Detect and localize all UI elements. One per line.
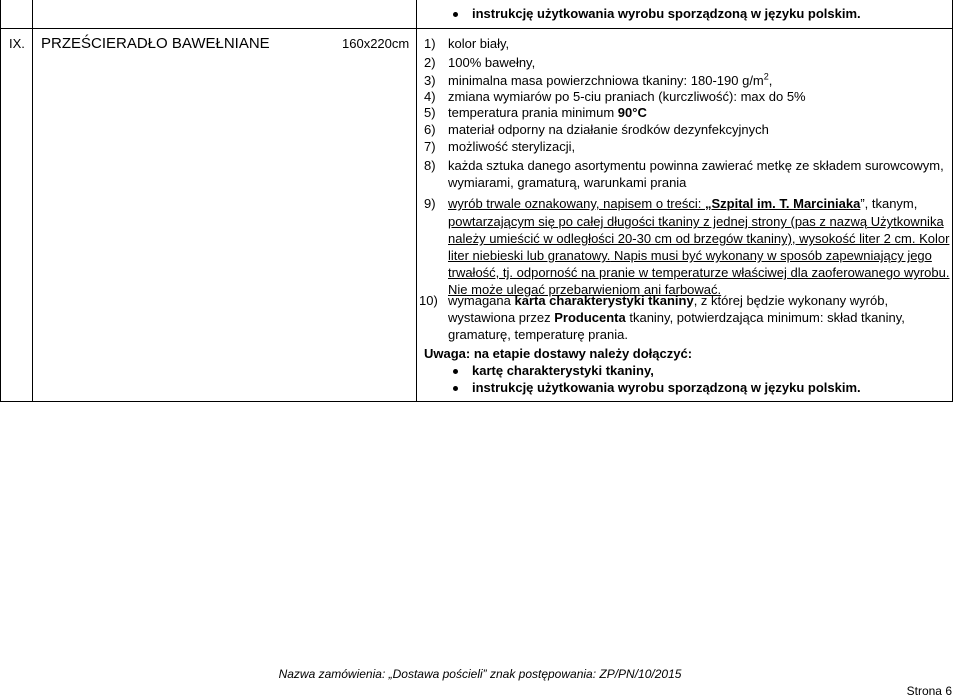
item-text-line2: wystawiona przez Producenta tkaniny, potwierdzająca minimum: skład tkaniny, [448, 310, 905, 325]
item-number: 10) [419, 293, 438, 308]
item-text: zmiana wymiarów po 5-ciu praniach (kurczliwość): max do 5% [448, 89, 806, 104]
table-divider-spec [416, 0, 417, 402]
product-name: PRZEŚCIERADŁO BAWEŁNIANE [41, 35, 270, 52]
table-border-left [0, 0, 1, 402]
item-text-line1: wyrób trwale oznakowany, napisem o treści: „Szpital im. T. Marciniaka”, tkanym, [448, 196, 918, 211]
bullet-dot [453, 386, 458, 391]
item-text-line5: trwałość, tj. odporność na pranie w temperaturze właściwej dla zaoferowanego wyrobu. [448, 265, 950, 280]
note-heading: Uwaga: na etapie dostawy należy dołączyć: [424, 346, 693, 361]
item-number: 5) [424, 105, 436, 120]
bullet-dot [453, 369, 458, 374]
table-border-bottom [0, 401, 953, 402]
item-text: temperatura prania minimum 90°C [448, 105, 647, 120]
item-text-line3: gramaturę, temperaturę prania. [448, 327, 628, 342]
table-row-divider [0, 28, 953, 29]
item-text-line2: powtarzającym się po całej długości tkaniny z jednej strony (pas z nazwą Użytkownika [448, 214, 944, 229]
note-bullet-2: instrukcję użytkowania wyrobu sporządzoną w języku polskim. [472, 380, 861, 395]
item-number: 4) [424, 89, 436, 104]
item-text: możliwość sterylizacji, [448, 139, 576, 154]
product-size: 160x220cm [342, 36, 410, 51]
item-number: 2) [424, 55, 436, 70]
page-footer: Nazwa zamówienia: „Dostawa pościeli” znak postępowania: ZP/PN/10/2015 [278, 667, 682, 681]
item-text: 100% bawełny, [448, 55, 536, 70]
table-border-right [952, 0, 953, 402]
item-text: minimalna masa powierzchniowa tkaniny: 180-190 $g/m^2$, [448, 71, 773, 88]
item-text: materiał odporny na działanie środków dezynfekcyjnych [448, 122, 769, 137]
item-text-line3: należy umieścić w odległości 20-30 cm od brzegów tkaniny), wysokość liter 2 cm. Kolor [448, 231, 950, 246]
item-number: 8) [424, 158, 436, 173]
bullet-dot [453, 12, 458, 17]
item-number: 9) [424, 196, 436, 211]
note-bullet-1: kartę charakterystyki tkaniny, [472, 363, 654, 378]
top-bullet-text: instrukcję użytkowania wyrobu sporządzoną w języku polskim. [472, 6, 861, 21]
row-number: IX. [9, 36, 25, 51]
item-number: 3) [424, 73, 436, 88]
item-text-line6: Nie może ulegać przebarwieniom ani farbować. [448, 282, 722, 297]
page-number: Strona 6 [906, 684, 952, 698]
item-text-line4: liter niebieski lub granatowy. Napis musi być wykonany w sposób zapewniający jego [448, 248, 932, 263]
item-text-line1: wymagana karta charakterystyki tkaniny, z której będzie wykonany wyrób, [448, 293, 889, 308]
item-text: kolor biały, [448, 36, 510, 51]
item-number: 6) [424, 122, 436, 137]
item-text-line1: każda sztuka danego asortymentu powinna zawierać metkę ze składem surowcowym, [448, 158, 944, 173]
table-divider-number [32, 0, 33, 402]
item-text-line2: wymiarami, gramaturą, warunkami prania [448, 175, 687, 190]
item-number: 1) [424, 36, 436, 51]
item-number: 7) [424, 139, 436, 154]
